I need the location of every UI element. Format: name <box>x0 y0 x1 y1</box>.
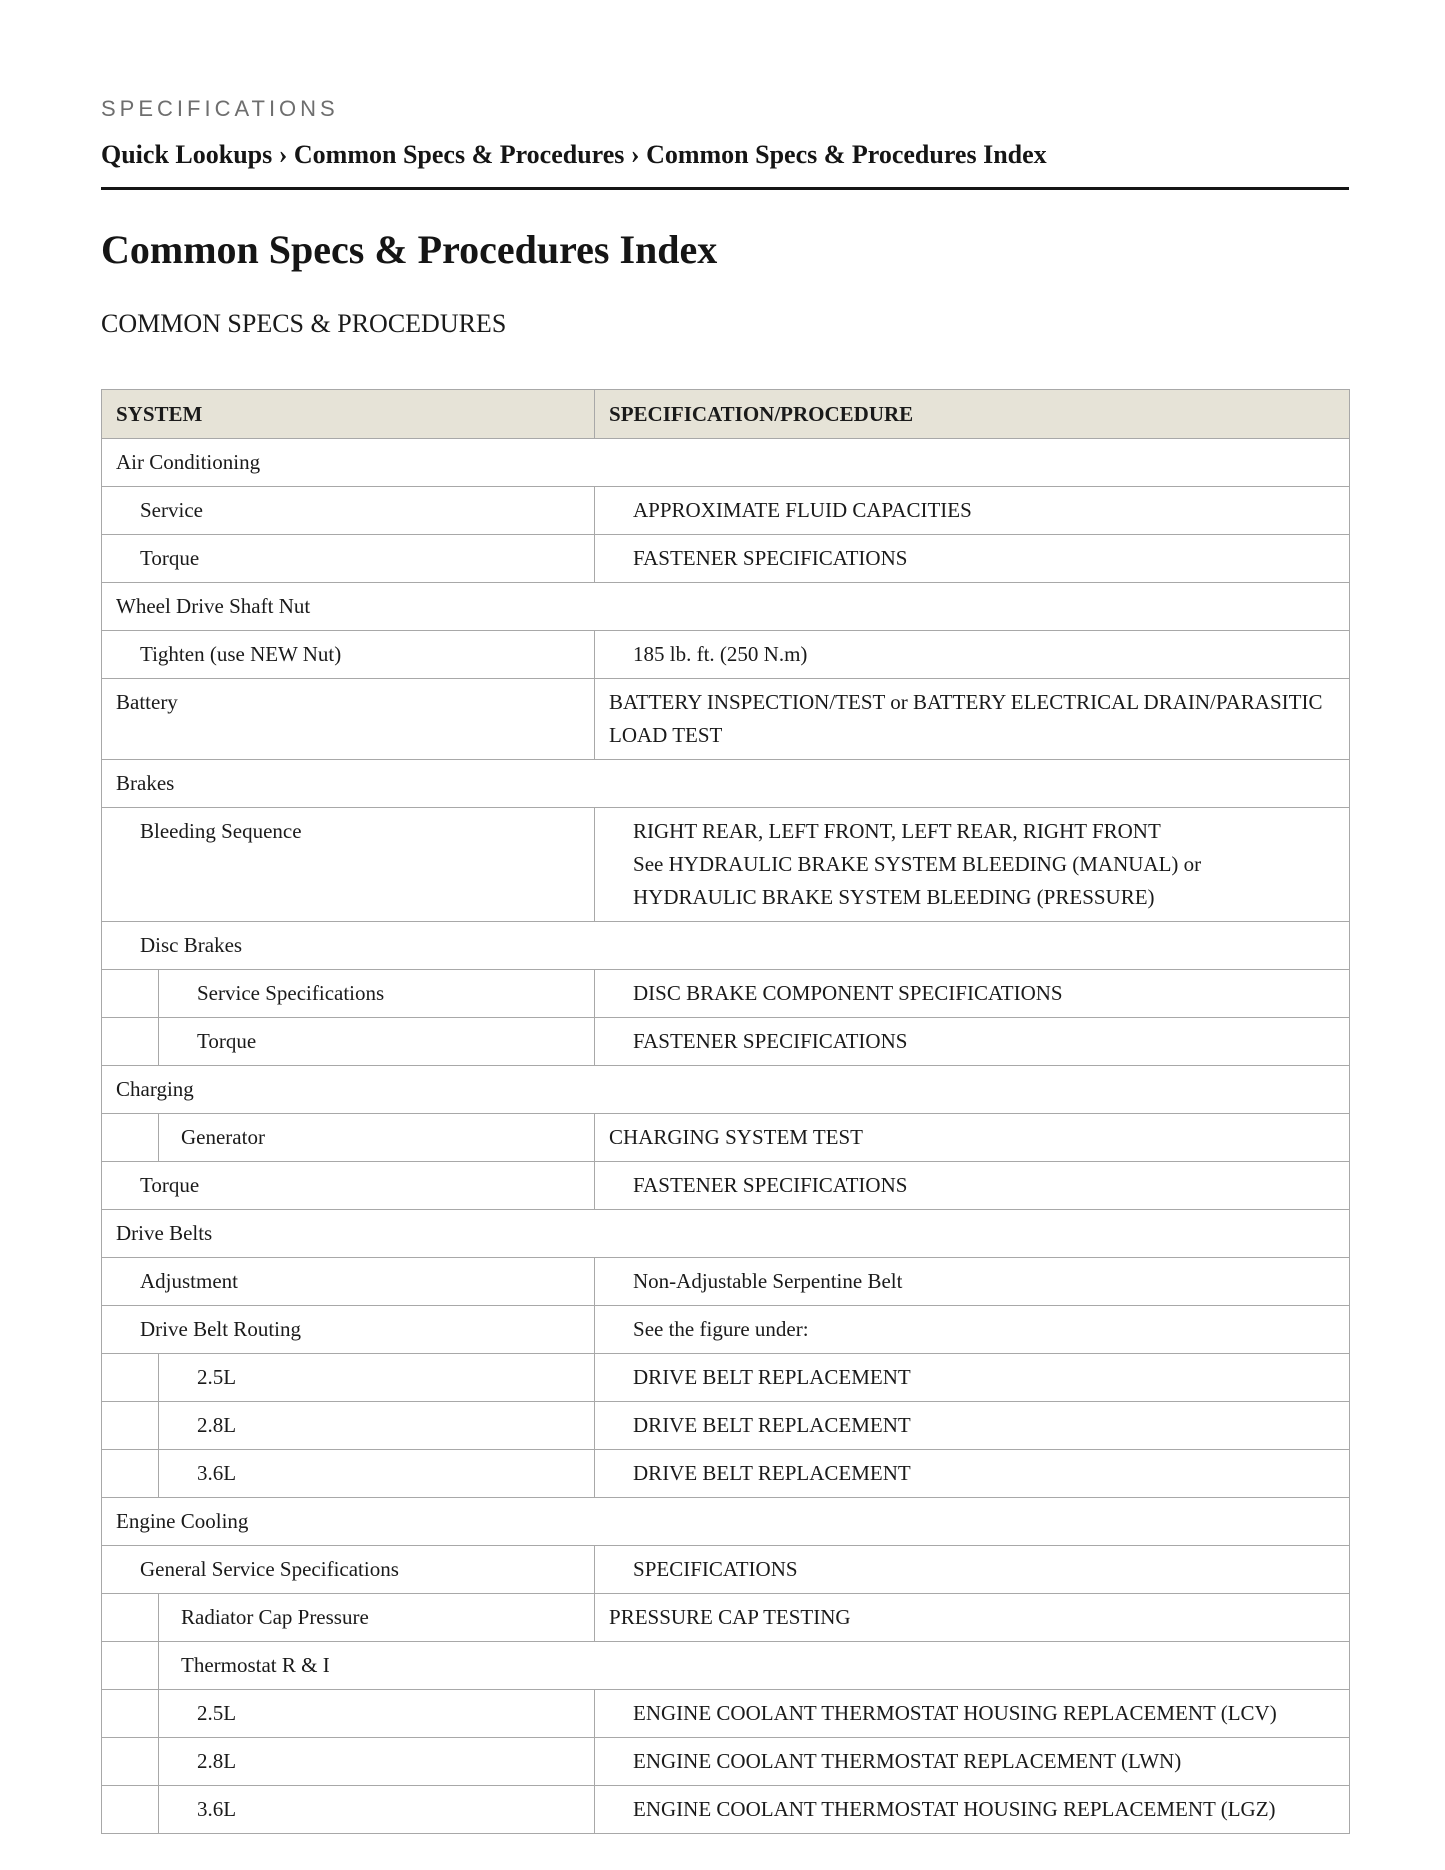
indent-cell <box>102 970 159 1018</box>
system-cell: Bleeding Sequence <box>102 808 595 922</box>
indent-cell <box>102 1354 159 1402</box>
system-cell: General Service Specifications <box>102 1546 595 1594</box>
system-cell: Torque <box>102 1162 595 1210</box>
section-subtitle: COMMON SPECS & PROCEDURES <box>101 309 507 338</box>
system-cell: Drive Belt Routing <box>102 1306 595 1354</box>
table-row <box>102 1210 1350 1258</box>
spec-line: HYDRAULIC BRAKE SYSTEM BLEEDING (PRESSURE) <box>633 885 1155 909</box>
table-row <box>102 1786 1350 1834</box>
group-cell: Air Conditioning <box>102 439 1350 487</box>
table-row <box>102 1402 1350 1450</box>
spec-cell: DRIVE BELT REPLACEMENT <box>595 1354 1350 1402</box>
group-cell: Wheel Drive Shaft Nut <box>102 583 1350 631</box>
spec-cell <box>595 808 1350 922</box>
spec-cell: See the figure under: <box>595 1306 1350 1354</box>
system-cell: 3.6L <box>159 1450 595 1498</box>
table-row <box>102 922 1350 970</box>
system-cell: Adjustment <box>102 1258 595 1306</box>
system-cell: 2.5L <box>159 1690 595 1738</box>
table-row <box>102 1546 1350 1594</box>
indent-cell <box>102 1786 159 1834</box>
system-cell: Battery <box>102 679 595 760</box>
page-title: Common Specs & Procedures Index <box>101 227 718 272</box>
spec-cell: BATTERY INSPECTION/TEST or BATTERY ELECTRICAL DRAIN/PARASITIC LOAD TEST <box>595 679 1350 760</box>
spec-cell: FASTENER SPECIFICATIONS <box>595 1162 1350 1210</box>
indent-cell <box>102 1594 159 1642</box>
spec-cell: APPROXIMATE FLUID CAPACITIES <box>595 487 1350 535</box>
indent-cell <box>102 1018 159 1066</box>
spec-cell: DISC BRAKE COMPONENT SPECIFICATIONS <box>595 970 1350 1018</box>
spec-cell: CHARGING SYSTEM TEST <box>595 1114 1350 1162</box>
indent-cell <box>102 1738 159 1786</box>
indent-cell <box>102 1450 159 1498</box>
group-cell: Disc Brakes <box>102 922 1350 970</box>
spec-cell: ENGINE COOLANT THERMOSTAT HOUSING REPLACEMENT (LGZ) <box>595 1786 1350 1834</box>
indent-cell <box>102 1690 159 1738</box>
table-header-row <box>102 390 1350 439</box>
table-row <box>102 1498 1350 1546</box>
table-row <box>102 583 1350 631</box>
spec-cell: ENGINE COOLANT THERMOSTAT REPLACEMENT (LWN) <box>595 1738 1350 1786</box>
spec-cell: DRIVE BELT REPLACEMENT <box>595 1402 1350 1450</box>
section-kicker: SPECIFICATIONS <box>101 96 339 121</box>
system-cell: 2.8L <box>159 1402 595 1450</box>
table-row <box>102 1738 1350 1786</box>
spec-line: See HYDRAULIC BRAKE SYSTEM BLEEDING (MANUAL) or <box>633 852 1202 876</box>
table-row <box>102 1018 1350 1066</box>
table-row <box>102 1306 1350 1354</box>
system-cell: Tighten (use NEW Nut) <box>102 631 595 679</box>
spec-line: RIGHT REAR, LEFT FRONT, LEFT REAR, RIGHT FRONT <box>633 819 1161 843</box>
system-cell: Radiator Cap Pressure <box>159 1594 595 1642</box>
indent-cell <box>102 1402 159 1450</box>
table-row <box>102 1066 1350 1114</box>
table-row <box>102 1690 1350 1738</box>
spec-cell: DRIVE BELT REPLACEMENT <box>595 1450 1350 1498</box>
specs-table <box>101 389 1350 1834</box>
table-row <box>102 487 1350 535</box>
system-cell: 3.6L <box>159 1786 595 1834</box>
system-cell: Torque <box>159 1018 595 1066</box>
group-cell: Drive Belts <box>102 1210 1350 1258</box>
table-row <box>102 1594 1350 1642</box>
spec-cell: ENGINE COOLANT THERMOSTAT HOUSING REPLACEMENT (LCV) <box>595 1690 1350 1738</box>
system-cell: Service <box>102 487 595 535</box>
indent-cell <box>102 1114 159 1162</box>
table-row <box>102 679 1350 760</box>
table-row <box>102 535 1350 583</box>
table-row <box>102 1450 1350 1498</box>
spec-cell: PRESSURE CAP TESTING <box>595 1594 1350 1642</box>
group-cell: Engine Cooling <box>102 1498 1350 1546</box>
system-cell: Generator <box>159 1114 595 1162</box>
system-cell: 2.5L <box>159 1354 595 1402</box>
table-row <box>102 1354 1350 1402</box>
table-row <box>102 808 1350 922</box>
system-cell: 2.8L <box>159 1738 595 1786</box>
header-divider <box>101 187 1349 190</box>
group-cell: Charging <box>102 1066 1350 1114</box>
table-row <box>102 1114 1350 1162</box>
table-row <box>102 1258 1350 1306</box>
spec-cell: SPECIFICATIONS <box>595 1546 1350 1594</box>
system-cell: Service Specifications <box>159 970 595 1018</box>
breadcrumb: Quick Lookups › Common Specs & Procedures › Common Specs & Procedures Index <box>101 140 1047 169</box>
spec-cell: 185 lb. ft. (250 N.m) <box>595 631 1350 679</box>
table-row <box>102 1642 1350 1690</box>
table-row <box>102 760 1350 808</box>
spec-cell: FASTENER SPECIFICATIONS <box>595 1018 1350 1066</box>
indent-cell <box>102 1642 159 1690</box>
table-row <box>102 970 1350 1018</box>
group-cell: Thermostat R & I <box>159 1642 1350 1690</box>
table-row <box>102 1162 1350 1210</box>
system-cell: Torque <box>102 535 595 583</box>
table-row <box>102 631 1350 679</box>
spec-cell: Non-Adjustable Serpentine Belt <box>595 1258 1350 1306</box>
column-header-spec: SPECIFICATION/PROCEDURE <box>595 390 1350 439</box>
table-row <box>102 439 1350 487</box>
group-cell: Brakes <box>102 760 1350 808</box>
spec-cell: FASTENER SPECIFICATIONS <box>595 535 1350 583</box>
column-header-system: SYSTEM <box>102 390 595 439</box>
